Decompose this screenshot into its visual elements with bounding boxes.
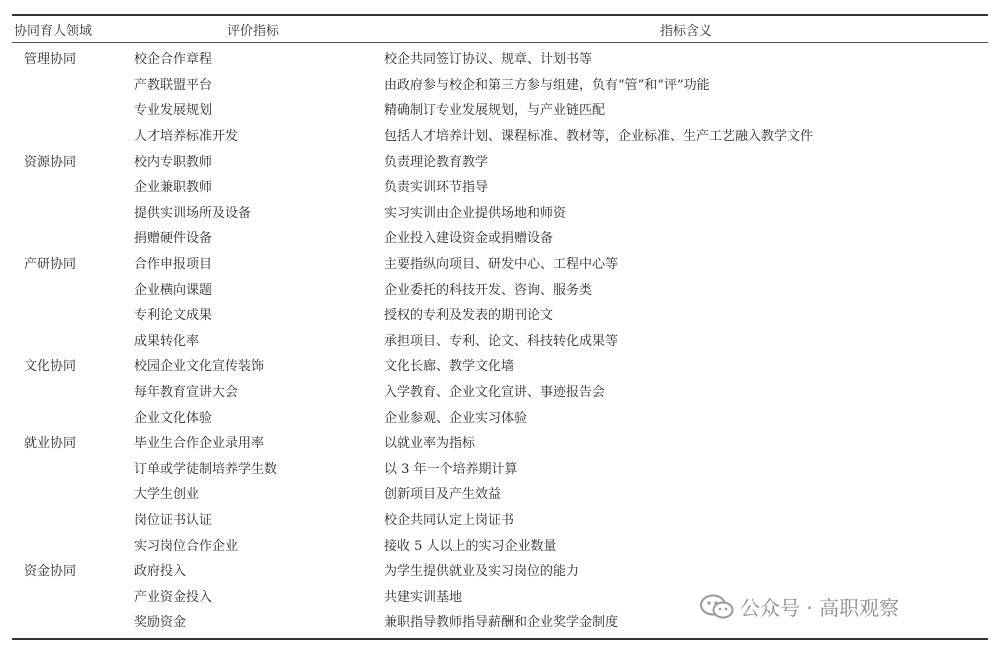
cell-indicator: 校企合作章程 [134,52,213,68]
cell-indicator: 校园企业文化宣传装饰 [134,359,265,375]
cell-indicator: 人才培养标准开发 [134,129,239,145]
header-indicator: 评价指标 [226,23,279,39]
cell-meaning: 校企共同认定上岗证书 [384,512,515,528]
header-domain: 协同育人领域 [14,23,93,39]
watermark [700,592,899,621]
table-row [12,531,988,557]
cell-indicator: 政府投入 [134,564,187,580]
cell-domain: 管理协同 [24,52,77,68]
cell-indicator: 大学生创业 [134,487,200,503]
cell-domain: 资金协同 [24,564,77,580]
header-meaning: 指标含义 [659,23,712,39]
cell-meaning: 负责实训环节指导 [384,180,489,196]
table-row [12,250,988,276]
cell-meaning: 以 3 年一个培养期计算 [384,461,518,477]
cell-indicator: 毕业生合作企业录用率 [134,436,265,452]
table-row [12,96,988,122]
cell-indicator: 成果转化率 [134,333,200,349]
table-header [12,16,988,42]
cell-indicator: 每年教育宣讲大会 [134,385,239,401]
cell-meaning: 共建实训基地 [384,589,463,605]
cell-meaning: 主要指纵向项目、研发中心、工程中心等 [384,257,619,273]
cell-indicator: 专利论文成果 [134,308,213,324]
wechat-icon [700,594,734,620]
cell-indicator: 提供实训场所及设备 [134,205,252,221]
cell-indicator: 专业发展规划 [134,103,213,119]
table-row [12,301,988,327]
cell-indicator: 企业横向课题 [134,282,213,298]
table-row [12,275,988,301]
cell-indicator: 订单或学徒制培养学生数 [134,461,278,477]
cell-meaning: 承担项目、专利、论文、科技转化成果等 [384,333,619,349]
cell-indicator: 企业兼职教师 [134,180,213,196]
table-bottom-rule [12,638,988,640]
cell-meaning: 由政府参与校企和第三方参与组建，负有“管”和“评”功能 [384,77,710,93]
table-row [12,45,988,71]
cell-domain: 产研协同 [24,257,77,273]
cell-meaning: 精确制订专业发展规划，与产业链匹配 [384,103,606,119]
cell-meaning: 创新项目及产生效益 [384,487,502,503]
table-row [12,403,988,429]
cell-meaning: 兼职指导教师指导薪酬和企业奖学金制度 [384,615,619,631]
cell-meaning: 企业参观、企业实习体验 [384,410,528,426]
table-row [12,327,988,353]
table-row [12,480,988,506]
table-row [12,506,988,532]
table-row [12,429,988,455]
cell-meaning: 实习实训由企业提供场地和师资 [384,205,567,221]
cell-indicator: 合作申报项目 [134,257,213,273]
cell-indicator: 校内专职教师 [134,154,213,170]
cell-meaning: 企业投入建设资金或捐赠设备 [384,231,554,247]
cell-domain: 就业协同 [24,436,77,452]
cell-meaning: 文化长廊、教学文化墙 [384,359,515,375]
cell-indicator: 奖励资金 [134,615,187,631]
cell-indicator: 岗位证书认证 [134,512,213,528]
cell-meaning: 企业委托的科技开发、咨询、服务类 [384,282,593,298]
cell-meaning: 负责理论教育教学 [384,154,489,170]
cell-meaning: 校企共同签订协议、规章、计划书等 [384,52,593,68]
table-row [12,173,988,199]
cell-domain: 文化协同 [24,359,77,375]
cell-meaning: 以就业率为指标 [384,436,476,452]
table-row [12,199,988,225]
cell-meaning: 授权的专利及发表的期刊论文 [384,308,554,324]
cell-domain: 资源协同 [24,154,77,170]
cell-indicator: 实习岗位合作企业 [134,538,239,554]
cell-meaning: 接收 5 人以上的实习企业数量 [384,538,557,554]
cell-indicator: 产教联盟平台 [134,77,213,93]
cell-indicator: 企业文化体验 [134,410,213,426]
table-row [12,378,988,404]
cell-indicator: 产业资金投入 [134,589,213,605]
table-row [12,224,988,250]
table-row [12,71,988,97]
cell-meaning: 为学生提供就业及实习岗位的能力 [384,564,580,580]
table-row [12,147,988,173]
evaluation-table [12,14,988,640]
table-body [12,43,988,638]
table-row [12,455,988,481]
cell-meaning: 入学教育、企业文化宣讲、事迹报告会 [384,385,606,401]
table-row [12,122,988,148]
cell-indicator: 捐赠硬件设备 [134,231,213,247]
cell-meaning: 包括人才培养计划、课程标准、教材等，企业标准、生产工艺融入教学文件 [384,129,814,145]
table-row [12,557,988,583]
watermark-text: 公众号 · 高职观察 [740,596,900,620]
table-row [12,352,988,378]
